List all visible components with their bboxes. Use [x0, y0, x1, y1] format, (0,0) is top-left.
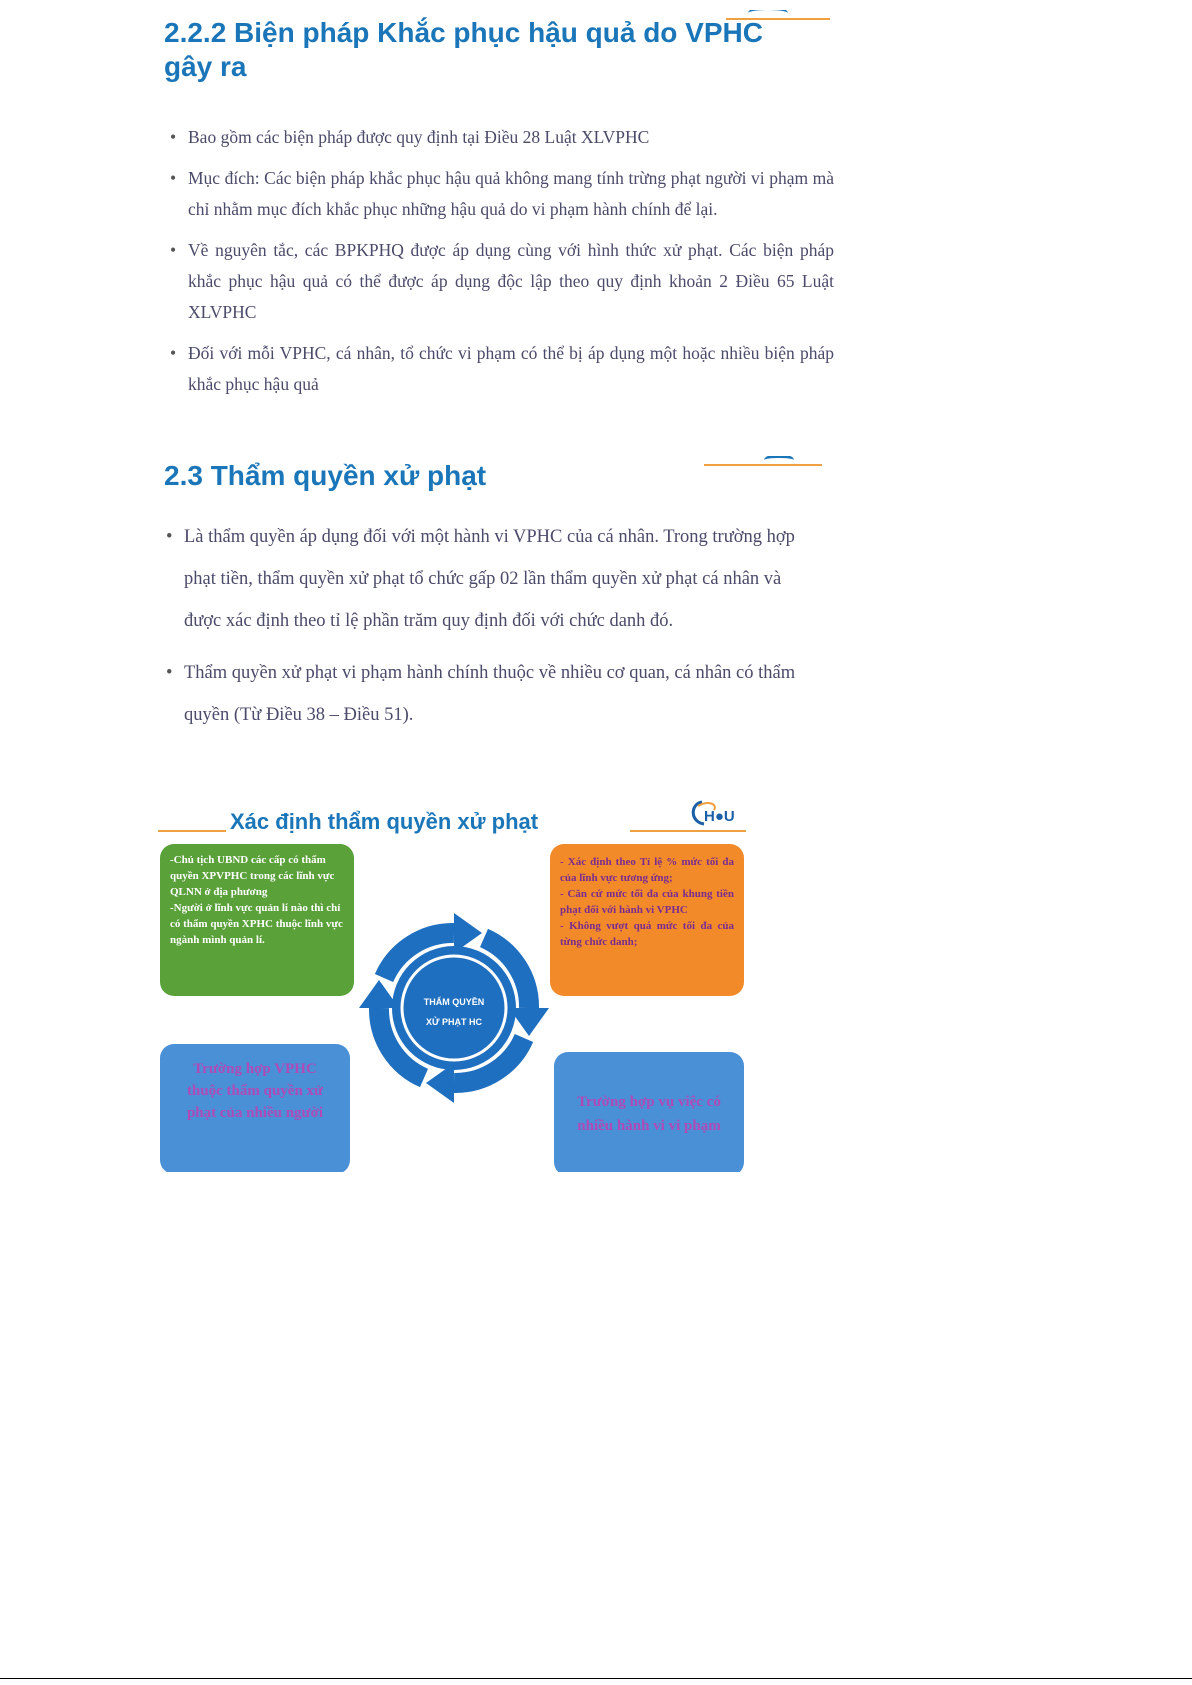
accent-line-left	[158, 830, 226, 832]
slide-title: 2.2.2 Biện pháp Khắc phục hậu quả do VPHC gây ra	[164, 17, 763, 82]
box-line: -Người ở lĩnh vực quản lí nào thì chỉ có thẩm quyền XPHC thuộc lĩnh vực ngành mình quản lí.	[170, 902, 343, 946]
center-line: THẨM QUYỀN	[423, 997, 485, 1007]
box-line: -Chủ tịch UBND các cấp có thẩm quyền XPVPHC trong các lĩnh vực QLNN ở địa phương	[170, 854, 335, 898]
arrow-head	[509, 1008, 549, 1036]
list-item: • Thẩm quyền xử phạt vi phạm hành chính thuộc về nhiều cơ quan, cá nhân có thẩm quyền (Từ Điều 38 – Điều 51).	[164, 652, 816, 736]
arrow-head	[454, 913, 482, 953]
hou-logo	[688, 798, 742, 828]
bullet-list	[164, 516, 816, 746]
blue-box-multiple-authorities: Trường hợp VPHC thuộc thẩm quyền xử phạt của nhiều người	[160, 1044, 350, 1172]
center-line: XỬ PHẠT HC	[426, 1017, 482, 1027]
list-item: • Bao gồm các biện pháp được quy định tại Điều 28 Luật XLVPHC	[166, 122, 834, 153]
green-info-box	[160, 844, 354, 996]
orange-info-box	[550, 844, 744, 996]
slide-title: Xác định thẩm quyền xử phạt	[230, 809, 539, 834]
box-line: - Căn cứ mức tối đa của khung tiền phạt đối với hành vi VPHC	[560, 888, 734, 916]
list-item: • Về nguyên tắc, các BPKPHQ được áp dụng cùng với hình thức xử phạt. Các biện pháp khắc phục hậu quả có thể được áp dụng độc lập theo quy định khoản 2 Điều 65 Luật XLVPHC	[166, 235, 834, 328]
accent-arc	[764, 456, 794, 466]
slide-authority-diagram	[158, 792, 746, 1172]
list-item: • Mục đích: Các biện pháp khắc phục hậu quả không mang tính trừng phạt người vi phạm mà chỉ nhằm mục đích khắc phục những hậu quả do vi phạm hành chính để lại.	[166, 163, 834, 225]
slide-sanction-authority	[158, 456, 822, 786]
page-bottom-rule	[0, 1678, 1192, 1679]
accent-line-right	[630, 830, 746, 832]
logo-text: H●U	[704, 808, 735, 825]
list-item: • Đối với mỗi VPHC, cá nhân, tổ chức vi phạm có thể bị áp dụng một hoặc nhiều biện pháp khắc phục hậu quả	[166, 338, 834, 400]
bullet-list	[166, 122, 834, 410]
arrow-head	[359, 980, 399, 1008]
blue-box-multiple-violations: Trường hợp vụ việc có nhiều hành vi vi phạm	[554, 1052, 744, 1172]
list-item: • Là thẩm quyền áp dụng đối với một hành vi VPHC của cá nhân. Trong trường hợp phạt tiền, thẩm quyền xử phạt tổ chức gấp 02 lần thẩm quyền xử phạt cá nhân và được xác định theo tỉ lệ phần trăm quy định đối với chức danh đó.	[164, 516, 816, 642]
box-line: - Xác định theo Tỉ lệ % mức tối đa của lĩnh vực tương ứng;	[560, 856, 734, 884]
arrow-head	[426, 1063, 454, 1103]
slide-remedial-measures	[158, 10, 844, 454]
cycle-center-label	[404, 992, 504, 1032]
box-line: - Không vượt quá mức tối đa của từng chức danh;	[560, 920, 734, 948]
slide-title: 2.3 Thẩm quyền xử phạt	[164, 460, 487, 491]
